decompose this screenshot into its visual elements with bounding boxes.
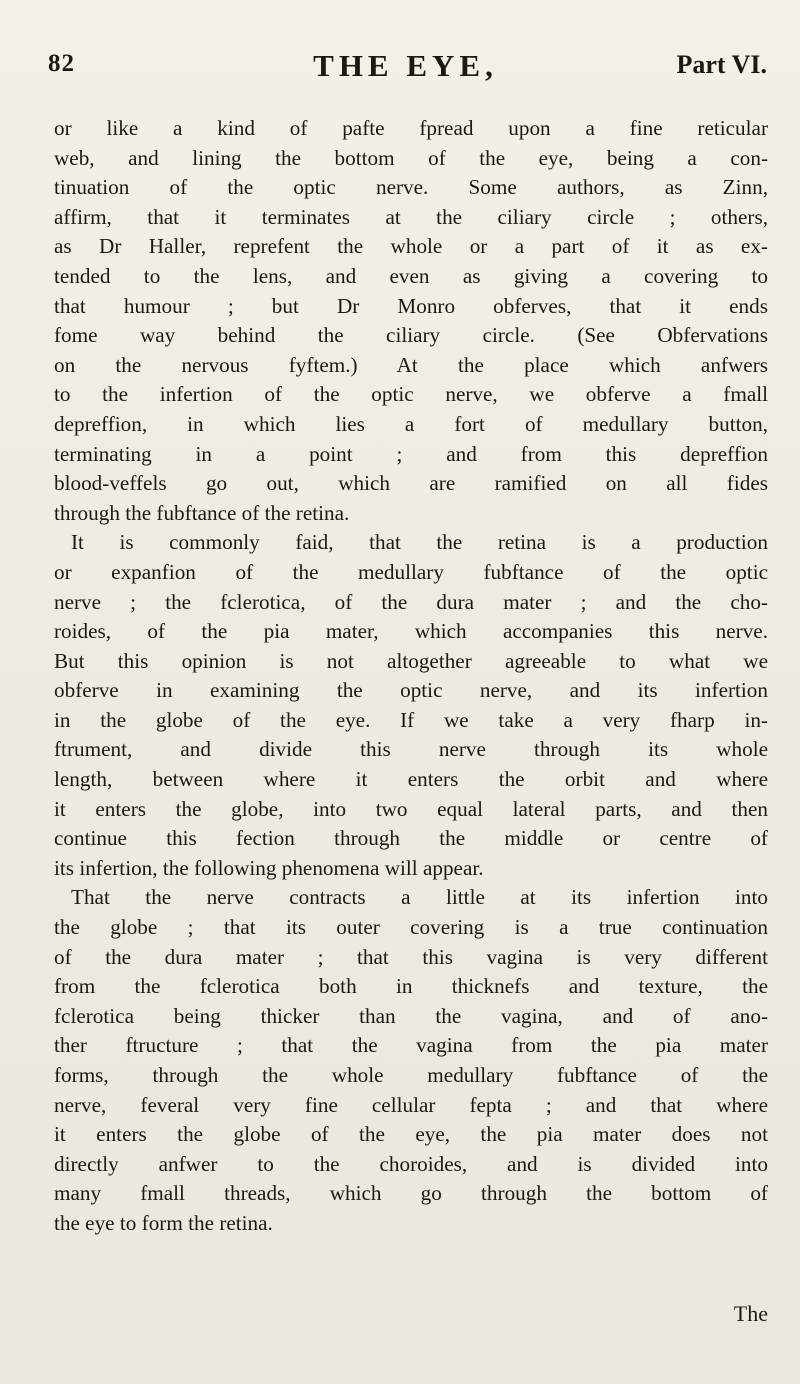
text-line: fclerotica being thicker than the vagina, and of ano- <box>54 1003 768 1028</box>
text-line: roides, of the pia mater, which accompanies this nerve. <box>54 619 768 644</box>
text-line: many fmall threads, which go through the bottom of <box>54 1181 768 1206</box>
text-line: on the nervous fyftem.) At the place which anfwers <box>54 352 768 377</box>
running-head: THE EYE, <box>313 48 498 83</box>
text-line: in the globe of the eye. If we take a very fharp in- <box>54 707 768 732</box>
catchword: The <box>733 1301 768 1326</box>
text-line: of the dura mater ; that this vagina is very different <box>54 944 768 969</box>
text-line: tended to the lens, and even as giving a covering to <box>54 263 768 288</box>
text-line: it enters the globe of the eye, the pia mater does not <box>54 1122 768 1147</box>
text-line: from the fclerotica both in thicknefs and texture, the <box>54 974 768 999</box>
text-line: forms, through the whole medullary fubftance of the <box>54 1063 768 1087</box>
text-line: that humour ; but Dr Monro obferves, that it ends <box>54 293 768 318</box>
part-label: Part VI. <box>676 50 767 79</box>
text-line: or like a kind of pafte fpread upon a fine reticular <box>54 116 768 140</box>
text-line: the globe ; that its outer covering is a true continuation <box>54 915 768 940</box>
text-line: That the nerve contracts a little at its infertion into <box>71 885 768 910</box>
text-line: ther ftructure ; that the vagina from the pia mater <box>54 1033 768 1058</box>
text-line: terminating in a point ; and from this depreffion <box>54 441 768 466</box>
text-line: the eye to form the retina. <box>54 1210 273 1235</box>
text-line: to the infertion of the optic nerve, we obferve a fmall <box>54 382 768 407</box>
text-line: web, and lining the bottom of the eye, being a con- <box>54 145 768 170</box>
page-header <box>44 50 767 100</box>
text-line: nerve ; the fclerotica, of the dura mater ; and the cho- <box>54 589 768 614</box>
text-line: fome way behind the ciliary circle. (See Obfervations <box>54 323 768 348</box>
text-line: its infertion, the following phenomena will appear. <box>54 855 484 880</box>
body-text <box>54 114 768 1239</box>
text-line: depreffion, in which lies a fort of medullary button, <box>54 411 768 436</box>
text-line: as Dr Haller, reprefent the whole or a part of it as ex- <box>54 234 768 259</box>
text-line: through the fubftance of the retina. <box>54 500 350 525</box>
text-line: continue this fection through the middle or centre of <box>54 826 768 851</box>
page-number: 82 <box>48 50 75 77</box>
text-line: It is commonly faid, that the retina is a production <box>71 530 768 555</box>
text-line: or expanfion of the medullary fubftance of the optic <box>54 559 768 584</box>
text-line: tinuation of the optic nerve. Some authors, as Zinn, <box>54 175 768 200</box>
text-line: nerve, feveral very fine cellular fepta ; and that where <box>54 1092 768 1117</box>
text-line: affirm, that it terminates at the ciliary circle ; others, <box>54 204 768 229</box>
text-line: obferve in examining the optic nerve, and its infertion <box>54 678 768 703</box>
text-line: ftrument, and divide this nerve through its whole <box>54 737 768 762</box>
text-line: length, between where it enters the orbit and where <box>54 767 768 792</box>
text-line: directly anfwer to the choroides, and is divided into <box>54 1151 768 1176</box>
text-line: But this opinion is not altogether agreeable to what we <box>54 648 768 673</box>
text-line: it enters the globe, into two equal lateral parts, and then <box>54 796 768 821</box>
text-line: blood-veffels go out, which are ramified on all fides <box>54 471 768 496</box>
